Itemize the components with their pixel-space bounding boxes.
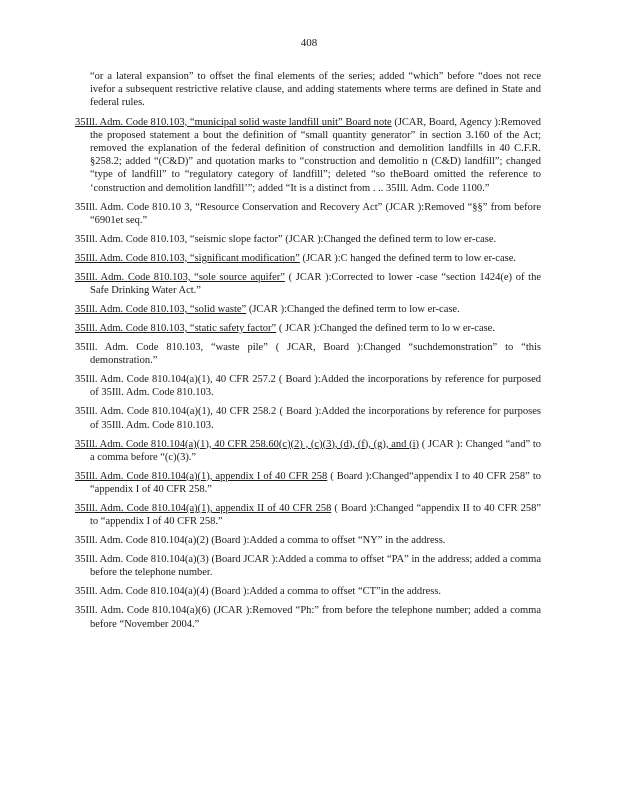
entry-item — [75, 303, 541, 316]
entry-description: (JCAR ):C hanged the defined term to low er-case. — [299, 252, 516, 264]
entry-item — [75, 341, 541, 367]
entry-description: ( JCAR ):Changed the defined term to lo w er-case. — [276, 323, 495, 335]
entry-description: (JCAR ):Changed the defined term to low er-case. — [246, 304, 460, 316]
entry-description: (Board JCAR ):Added a comma to offset “PA” in the address; added a comma before the telephone number. — [90, 554, 542, 579]
entry-item — [75, 553, 541, 579]
entry-description: (JCAR ):Removed “Ph:” from before the telephone number; added a comma before “November 2004.” — [90, 605, 542, 630]
entry-description: ( Board ):Added the incorporations by reference for purposes of 35Ill. Adm. Code 810.103. — [90, 406, 541, 431]
entry-citation: 35Ill. Adm. Code 810.104(a)(1), 40 CFR 257.2 — [75, 374, 276, 386]
page-number: 408 — [300, 37, 318, 49]
entry-citation: 35Ill. Adm. Code 810.103, “sole source aquifer” — [75, 271, 285, 283]
entry-citation: 35Ill. Adm. Code 810.103, “municipal solid waste landfill unit” Board note — [75, 116, 392, 128]
entry-description: (JCAR ):Removed “§§” from before “6901et seq.” — [90, 201, 541, 226]
entry-item — [75, 116, 541, 195]
entry-item — [75, 604, 541, 630]
entry-citation: 35Ill. Adm. Code 810.103, “waste pile” — [75, 342, 268, 354]
entry-item — [75, 373, 541, 399]
entry-description: ( JCAR, Board ):Changed “suchdemonstration” to “this demonstration.” — [90, 342, 541, 367]
entry-description: (Board ):Added a comma to offset “CT”in the address. — [208, 586, 442, 598]
page-content — [75, 70, 541, 637]
entry-citation: 35Ill. Adm. Code 810.103, “static safety factor” — [75, 323, 277, 335]
entry-citation: 35Ill. Adm. Code 810.104(a)(6) — [75, 605, 211, 617]
intro-paragraph: “or a lateral expansion” to offset the final elements of the series; added “which” before “does not rece ivefor a subsequent restrictive relative clause, and adding statements where terms are defined in State and federal rules. — [90, 71, 541, 109]
entry-citation: 35Ill. Adm. Code 810.104(a)(1), appendix II of 40 CFR 258 — [75, 503, 332, 515]
entry-citation: 35Ill. Adm. Code 810.103, “significant modification” — [75, 252, 300, 264]
entry-item — [75, 438, 541, 464]
entry-item — [75, 470, 541, 496]
entry-citation: 35Ill. Adm. Code 810.103, “seismic slope factor” — [75, 233, 283, 245]
entry-list — [75, 116, 541, 631]
entry-citation: 35Ill. Adm. Code 810.104(a)(1), 40 CFR 258.2 — [75, 406, 277, 418]
entry-description: ( Board ):Changed “appendix II to 40 CFR 258” to “appendix I of 40 CFR 258.” — [90, 503, 541, 528]
entry-citation: 35Ill. Adm. Code 810.104(a)(1), appendix I of 40 CFR 258 — [75, 470, 328, 482]
entry-item — [75, 322, 541, 335]
entry-description: (Board ):Added a comma to offset “NY” in the address. — [208, 535, 446, 547]
entry-item — [75, 534, 541, 547]
entry-item — [75, 405, 541, 431]
entry-citation: 35Ill. Adm. Code 810.104(a)(2) — [75, 535, 209, 547]
entry-citation: 35Ill. Adm. Code 810.103, “solid waste” — [75, 304, 247, 316]
entry-citation: 35Ill. Adm. Code 810.10 3, “Resource Conservation and Recovery Act” — [75, 201, 383, 213]
entry-item — [75, 233, 541, 246]
entry-citation: 35Ill. Adm. Code 810.104(a)(3) — [75, 554, 209, 566]
entry-citation: 35Ill. Adm. Code 810.104(a)(1), 40 CFR 258.60(c)(2) , (c)(3), (d), (f), (g), and (i) — [75, 438, 420, 450]
entry-description: ( Board ):Changed“appendix I to 40 CFR 258” to “appendix I of 40 CFR 258.” — [90, 470, 541, 496]
entry-description: (JCAR, Board, Agency ):Removed the proposed statement a bout the definition of “small quantity generator” in section 3.160 of the Act; removed the explanation of the federal definition of construction and demolition landfills in 40 C.F.R. §258.2; added “(C&D)” and quotation marks to “construction and demolitio n (C&D) landfill”; changed “type of landfill” to “regulatory category of landfill”; deleted “so theBoard omitted the reference to ‘construction and demolition landfill’”; added “It is a distinct from . .. 35Ill. Adm. Code 1100.” — [90, 116, 542, 194]
entry-description: ( JCAR ):Corrected to lower -case “section 1424(e) of the Safe Drinking Water Act.” — [90, 271, 542, 297]
entry-description: (JCAR ):Changed the defined term to low er-case. — [282, 233, 497, 245]
entry-item — [75, 201, 541, 227]
entry-item — [75, 502, 541, 528]
entry-citation: 35Ill. Adm. Code 810.104(a)(4) — [75, 586, 209, 598]
entry-item — [75, 585, 541, 598]
entry-description: ( JCAR ): Changed “and” to a comma before “(c)(3).” — [90, 438, 542, 463]
entry-description: ( Board ):Added the incorporations by reference for purposed of 35Ill. Adm. Code 810.103. — [90, 374, 541, 399]
entry-item — [75, 271, 541, 297]
entry-item — [75, 252, 541, 265]
